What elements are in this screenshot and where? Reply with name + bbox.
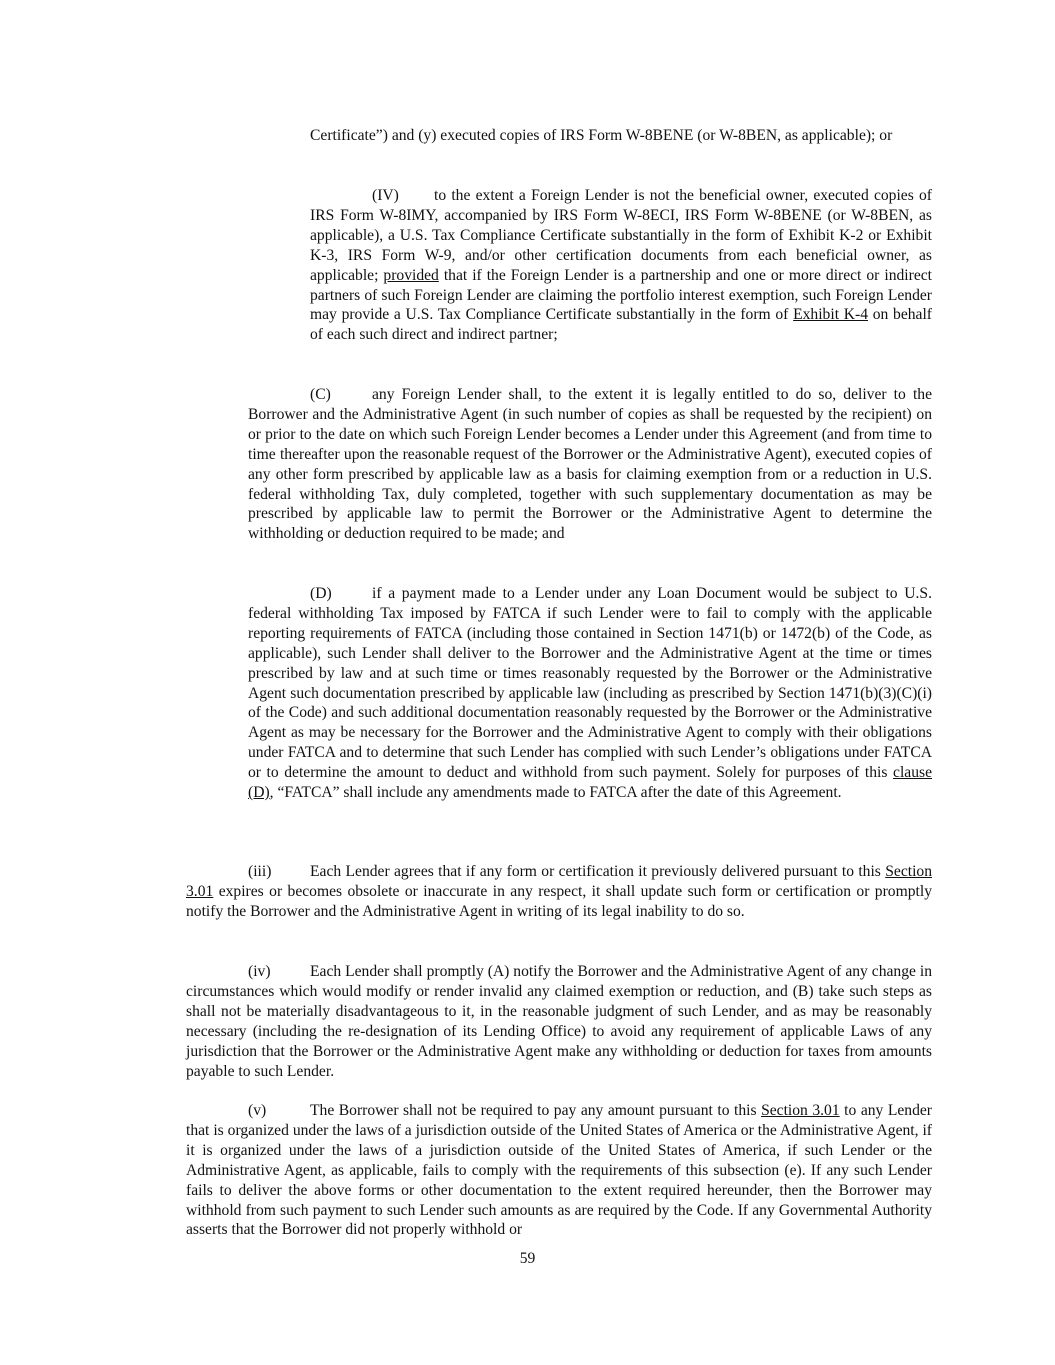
paragraph-text: Each Lender agrees that if any form or certification it previously delivered pursuant to this (310, 863, 886, 880)
paragraph-text: expires or becomes obsolete or inaccurate in any respect, it shall update such form or certification or promptly notify the Borrower and the Administrative Agent in writing of its legal inability to do so. (186, 882, 932, 920)
section-3-01-reference[interactable]: Section 3.01 (761, 1102, 840, 1119)
paragraph-iii (186, 862, 932, 922)
paragraph-text: , “FATCA” shall include any amendments made to FATCA after the date of this Agreement. (269, 784, 842, 802)
paragraph-text: to any Lender that is organized under the laws of a jurisdiction outside of the United States of America or the Administrative Agent, if it is organized under the laws of a jurisdiction outside of the United States of America, if such Lender or the Administrative Agent, as applicable, fails to comply with the requirements of this subsection (e). If any such Lender fails to deliver the above forms or other documentation to the extent required hereunder, then the Borrower may withhold from such payment to such Lender such amounts as are required by the Code. If any Governmental Authority asserts that the Borrower did not properly withhold or (186, 1102, 933, 1239)
paragraph-label: (iii) (248, 863, 272, 880)
paragraph-iv (186, 962, 932, 1081)
paragraph-text: any Foreign Lender shall, to the extent it is legally entitled to do so, deliver to the Borrower and the Administrative Agent (in such number of copies as shall be requested by the recipient) on or prior to the date on which such Foreign Lender becomes a Lender under this Agreement (and from time to time thereafter upon the reasonable request of the Borrower or the Administrative Agent), executed copies of any other form prescribed by applicable law as a basis for claiming exemption from or a reduction in U.S. federal withholding Tax, duly completed, together with such supplementary documentation as may be prescribed by applicable law to permit the Borrower or the Administrative Agent to determine the withholding or deduction required to be made; and (248, 386, 932, 543)
paragraph-C (248, 385, 932, 544)
section-3-01-reference[interactable]: Section 3.01 (186, 863, 932, 900)
paragraph-text: on behalf of each such direct and indirect partner; (310, 306, 932, 344)
paragraph-label: (C) (310, 386, 331, 403)
paragraph-label: (D) (310, 585, 332, 602)
clause-d-reference[interactable]: clause (D) (248, 764, 932, 802)
paragraph-IV (310, 186, 932, 345)
paragraph-text: if a payment made to a Lender under any Loan Document would be subject to U.S. federal withholding Tax imposed by FATCA if such Lender were to fail to comply with the applicable reporting requirements of FATCA (including those contained in Section 1471(b) or 1472(b) of the Code, as applicable), such Lender shall deliver to the Borrower and the Administrative Agent at the time or times prescribed by law and at such time or times reasonably requested by the Borrower or the Administrative Agent such documentation prescribed by applicable law (including as prescribed by Section 1471(b)(3)(C)(i) of the Code) and such additional documentation reasonably requested by the Borrower or the Administrative Agent as may be necessary for the Borrower and the Administrative Agent to comply with their obligations under FATCA and to determine that such Lender has complied with such Lender’s obligations under FATCA or to determine the amount to deduct and withhold from such payment. Solely for purposes of this (248, 585, 932, 782)
provided-term: provided (383, 266, 439, 284)
paragraph-text: that if the Foreign Lender is a partnership and one or more direct or indirect partners of such Foreign Lender are claiming the portfolio interest exemption, such Foreign Lender may provide a U.S. Tax Compliance Certificate substantially in the form of (310, 266, 932, 324)
paragraph-continuation (310, 126, 932, 146)
page-number: 59 (519, 1250, 536, 1267)
paragraph-v (186, 1101, 932, 1240)
paragraph-text: Certificate”) and (y) executed copies of IRS Form W-8BENE (or W-8BEN, as applicable); or (310, 127, 893, 144)
paragraph-text: The Borrower shall not be required to pay any amount pursuant to this (310, 1102, 762, 1119)
paragraph-label: (iv) (248, 963, 271, 980)
paragraph-label: (IV) (372, 187, 399, 204)
exhibit-k4-reference[interactable]: Exhibit K-4 (793, 306, 868, 324)
paragraph-text: to the extent a Foreign Lender is not the beneficial owner, executed copies of IRS Form W-8IMY, accompanied by IRS Form W-8ECI, IRS Form W-8BENE (or W-8BEN, as applicable), a U.S. Tax Compliance Certificate substantially in the form of Exhibit K-2 or Exhibit K-3, IRS Form W-9, and/or other certification documents from each beneficial owner, as applicable; (310, 187, 932, 284)
paragraph-text: Each Lender shall promptly (A) notify the Borrower and the Administrative Agent of any change in circumstances which would modify or render invalid any claimed exemption or reduction, and (B) take such steps as shall not be materially disadvantageous to it, in the reasonable judgment of such Lender, and as may be reasonably necessary (including the re-designation of its Lending Office) to avoid any requirement of applicable Laws of any jurisdiction that the Borrower or the Administrative Agent make any withholding or deduction for taxes from amounts payable to such Lender. (186, 963, 932, 1080)
paragraph-label: (v) (248, 1102, 267, 1119)
paragraph-D (248, 584, 932, 803)
